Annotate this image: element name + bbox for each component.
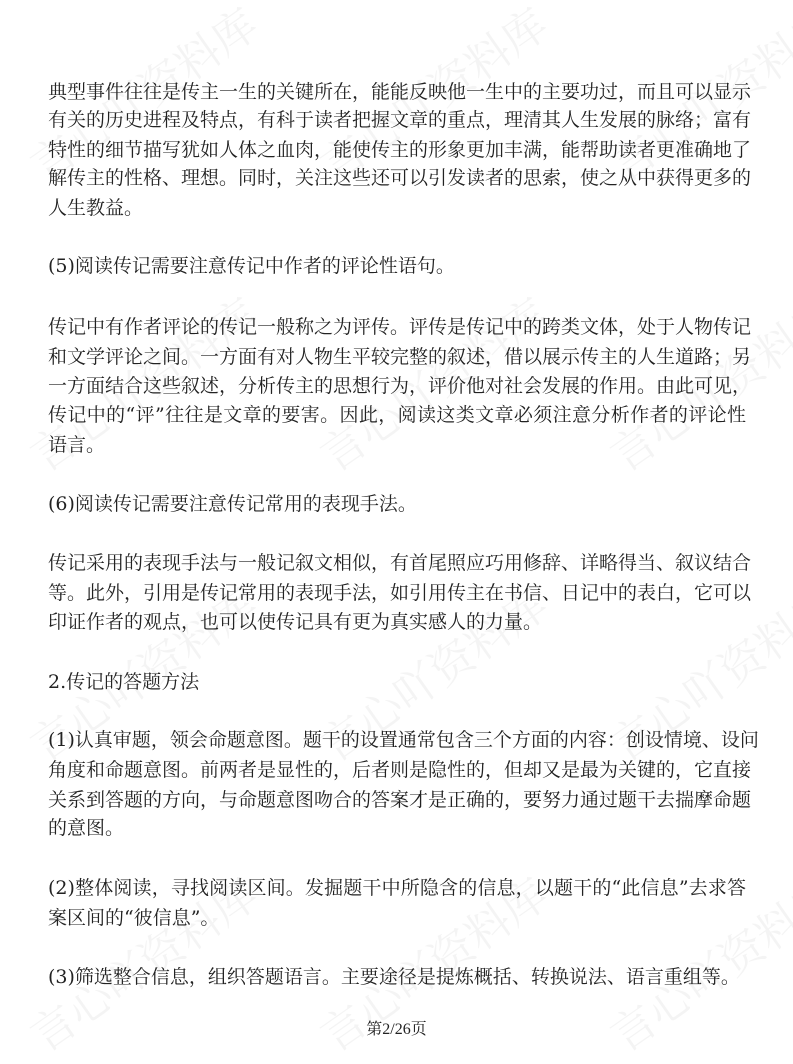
- method-3-line: (3)筛选整合信息，组织答题语言。主要途径是提炼概括、转换说法、语言重组等。: [48, 966, 740, 988]
- paragraph-techniques-line: 等。此外，引用是传记常用的表现手法，如引用传主在书信、日记中的表白，它可以: [48, 582, 752, 604]
- section-heading-2-line: 2.传记的答题方法: [48, 671, 200, 693]
- heading-5-line: (5)阅读传记需要注意传记中作者的评论性语句。: [48, 255, 455, 277]
- paragraph-commentary-line: 一方面结合这些叙述，分析传主的思想行为，评价他对社会发展的作用。由此可见，: [48, 375, 752, 397]
- paragraph-commentary-line: 传记中的“评”往往是文章的要害。因此，阅读这类文章必须注意分析作者的评论性: [48, 404, 746, 426]
- method-2-line: (2)整体阅读，寻找阅读区间。发掘题干中所隐含的信息，以题干的“此信息”去求答: [48, 877, 746, 899]
- method-1-line: 角度和命题意图。前两者是显性的，后者则是隐性的，但却又是最为关键的，它直接: [48, 759, 752, 781]
- method-1-line: 的意图。: [48, 817, 125, 839]
- paragraph-techniques-line: 传记采用的表现手法与一般记叙文相似，有首尾照应巧用修辞、详略得当、叙议结合: [48, 552, 752, 574]
- paragraph-typical-events-line: 有关的历史进程及特点，有科于读者把握文章的重点，理清其人生发展的脉络；富有: [48, 109, 752, 131]
- method-1-line: (1)认真审题，领会命题意图。题干的设置通常包含三个方面的内容：创设情境、设问: [48, 729, 759, 751]
- method-1-line: 关系到答题的方向，与命题意图吻合的答案才是正确的，要努力通过题干去揣摩命题: [48, 789, 752, 811]
- paragraph-commentary-line: 语言。: [48, 434, 106, 456]
- paragraph-typical-events-line: 典型事件往往是传主一生的关键所在，能能反映他一生中的主要功过，而且可以显示: [48, 81, 752, 103]
- paragraph-commentary-line: 传记中有作者评论的传记一般称之为评传。评传是传记中的跨类文体，处于人物传记: [48, 316, 752, 338]
- page-number: 第2/26页: [366, 1021, 427, 1038]
- heading-6-line: (6)阅读传记需要注意传记常用的表现手法。: [48, 493, 417, 515]
- method-2-line: 案区间的“彼信息”。: [48, 907, 220, 929]
- paragraph-commentary-line: 和文学评论之间。一方面有对人物生平较完整的叙述，借以展示传主的人生道路；另: [48, 346, 752, 368]
- paragraph-typical-events-line: 人生教益。: [48, 197, 144, 219]
- paragraph-typical-events-line: 特性的细节描写犹如人体之血肉，能使传主的形象更加丰满，能帮助读者更准确地了: [48, 139, 752, 161]
- paragraph-typical-events-line: 解传主的性格、理想。同时，关注这些还可以引发读者的思索，使之从中获得更多的: [48, 167, 752, 189]
- paragraph-techniques-line: 印证作者的观点，也可以使传记具有更为真实感人的力量。: [48, 611, 543, 633]
